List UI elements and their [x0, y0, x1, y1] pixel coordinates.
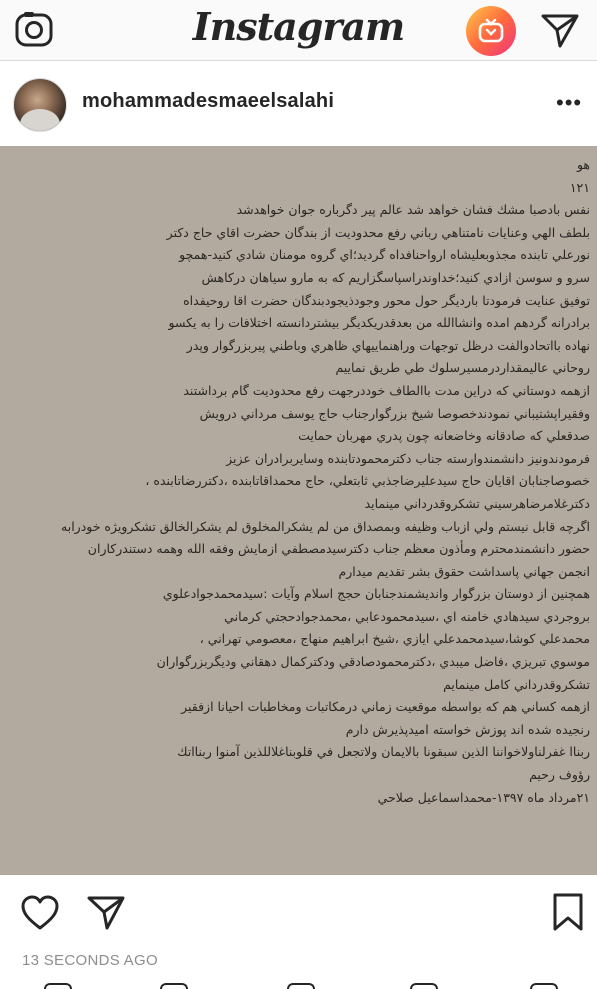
- post-text-line: حضور دانشمندمحترم ومأذون معظم جناب دكترسيدمصطفي ازمايش وفقه الله وهمه دستندركاران: [87, 541, 590, 557]
- post-actions: [0, 876, 597, 969]
- post-text-line: خصوصاجنابان اقايان حاج سيدعليرضاجذبي ثابتعلي، حاج محمداقاتابنده ،دكتررضاتابنده ،: [145, 473, 590, 489]
- post-text-line: انجمن جهاني پاسداشت حقوق بشر تقديم ميدارم: [338, 563, 590, 579]
- post-text-line: برادرانه گردهم امده وانشاالله من بعدقدریکدیگر بیشتردانسته اختلافات را به یکسو: [168, 315, 590, 331]
- heart-icon[interactable]: [20, 894, 60, 937]
- post-text-line: ازهمه دوستاني كه دراين مدت باالطاف خوددرجهت رفع محدوديت گام برداشتند: [183, 382, 590, 398]
- post-text-line: نفس بادصبا مشك فشان خواهد شد عالم پير دگرباره جوان خواهدشد: [236, 202, 590, 218]
- avatar[interactable]: [13, 78, 67, 132]
- post-text-line: توفيق عنايت فرمودتا باردیگر حول محور وجودذیجودبندگان حضرت اقا روحیفداه: [183, 292, 590, 308]
- post-username[interactable]: mohammadesmaeelsalahi: [82, 90, 335, 112]
- post-timestamp: 13 SECONDS AGO: [22, 952, 158, 969]
- post-text-line: ۲۱مرداد ماه ۱۳۹۷-محمداسماعيل صلاحي: [377, 789, 590, 805]
- post-text-line: هو: [576, 157, 590, 172]
- home-nav-icon[interactable]: [44, 983, 72, 989]
- bookmark-icon[interactable]: [552, 892, 584, 937]
- post-text-line: روحاني عالیمقداردرمسیرسلوك طي طریق نمايیم: [335, 360, 590, 376]
- post-text-line: رؤوف رحيم: [529, 767, 590, 783]
- post-text-line: بروجردي سيدهادي خامنه اي ،سيدمحمودعابي ،محمدجوادحجتي كرماني: [224, 608, 590, 624]
- post-image[interactable]: [0, 146, 597, 875]
- top-bar: [0, 0, 597, 61]
- post-header: [0, 62, 597, 144]
- post-text-line: تشكروقدرداني كامل مينمايم: [443, 676, 590, 692]
- post-text-line: نهاده بااتحادوالفت درظل توجهات وراهنماییهاي ظاهري وباطني پیربزرگوار وپدر: [186, 337, 590, 353]
- share-icon[interactable]: [86, 894, 126, 937]
- search-nav-icon[interactable]: [160, 983, 188, 989]
- post-text-line: سرو و سوسن ازادي كنيد؛خداوندراسپاسگزاريم كه به مارو سياهان دركاهش: [201, 269, 590, 285]
- post-text-line: صدقعلي كه صادقانه وخاضعانه چون پدري مهربان حمايت: [298, 428, 590, 444]
- bottom-nav: [0, 980, 597, 989]
- post-text-line: دكترغلامرضاهرسيني تشكروقدرداني مينمايد: [364, 495, 590, 511]
- post-image-text: [6, 154, 590, 809]
- activity-nav-icon[interactable]: [410, 983, 438, 989]
- post-text-line: فرمودندونيز دانشمندوارسته جناب دكترمحمودتابنده وسايربرادران عزيز: [226, 450, 590, 466]
- direct-message-icon[interactable]: [538, 10, 582, 50]
- post-text-line: رنجيده شده اند پوزش خواسته اميدپذيرش دارم: [345, 721, 590, 737]
- more-options-icon[interactable]: •••: [556, 90, 583, 115]
- post-text-line: همچنين از دوستان بزرگوار وانديشمندجنابان حجج اسلام وآيات :سيدمحمدجوادعلوي: [162, 586, 590, 602]
- post-text-line: ربناا غفرلناولاخواننا الذين سبقونا بالايمان ولاتجعل في قلوبناغلاللذين آمنوا ربنااتك: [177, 744, 590, 760]
- post-text-line: نورعلي تابنده مجذوبعليشاه ارواحنافداه گرديد؛اي گروه مومنان شادي كنيد-همچو: [179, 247, 590, 263]
- profile-nav-icon[interactable]: [530, 983, 558, 989]
- post-text-line: اگرچه قابل نيستم ولي ازباب وظيفه وبمصداق من لم يشكرالمخلوق لم يشكرالخالق تشكرويژه خودرابه: [61, 518, 590, 534]
- new-post-nav-icon[interactable]: [287, 983, 315, 989]
- post-text-line: محمدعلي كوشا،سيدمحمدعلي ايازي ،شيخ ابراهيم منهاج ،معصومي تهراني ،: [199, 631, 590, 647]
- post-text-line: ۱۲۱: [569, 179, 590, 195]
- post-text-line: بلطف الهي وعنايات نامتناهي رباني رفع محدوديت از بندگان حضرت اقاي حاج دكتر: [166, 224, 590, 240]
- post-text-line: ازهمه كساني هم كه بواسطه موقعيت زماني درمكاتبات ومخاطبات احيانا ازفقير: [181, 699, 590, 715]
- post-text-line: موسوي تبريزي ،فاضل ميبدي ،دكترمحمودصادقي ودكتركمال دهقاني وديگربزرگواران: [156, 654, 590, 670]
- instagram-logo: Instagram: [192, 4, 405, 49]
- igtv-icon[interactable]: [466, 6, 516, 56]
- post-text-line: وفقيراپشتيباني نمودندخصوصا شيخ بزرگوارجناب حاج يوسف مرداني درويش: [199, 405, 590, 421]
